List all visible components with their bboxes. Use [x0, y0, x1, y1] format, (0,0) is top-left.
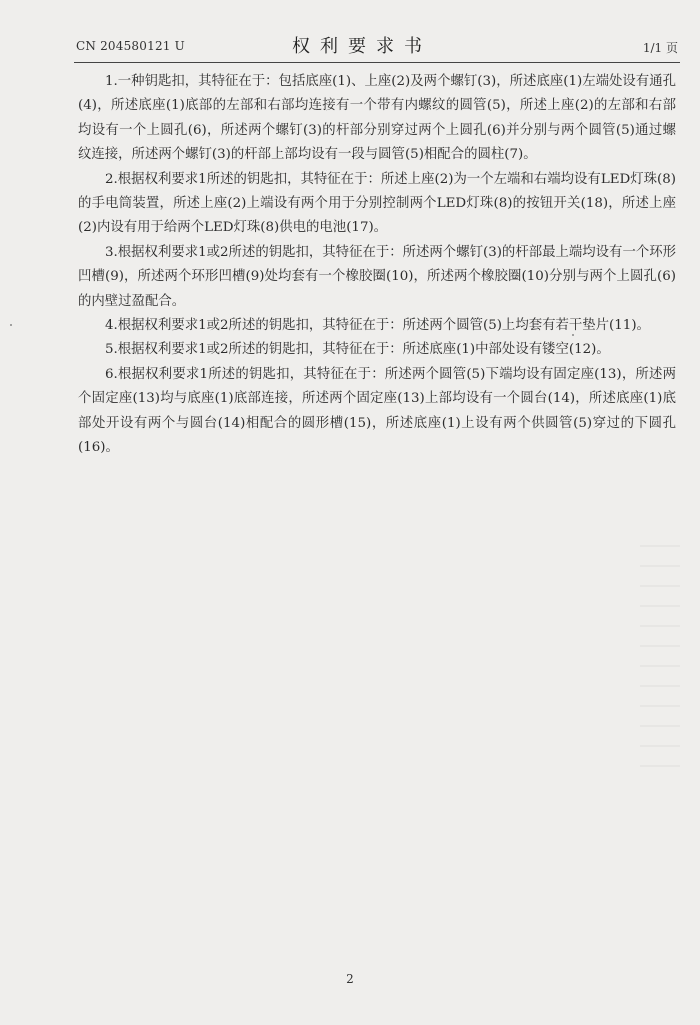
header-rule — [74, 62, 680, 63]
page-count: 1/1 页 — [642, 41, 678, 55]
show-through-texture — [640, 545, 680, 775]
claim-4: 4.根据权利要求1或2所述的钥匙扣，其特征在于：所述两个圆管(5)上均套有若干垫片(11)。 — [105, 318, 650, 334]
claim-1: 1.一种钥匙扣，其特征在于：包括底座(1)、上座(2)及两个螺钉(3)，所述底座(1)左端处设有通孔(4)，所述底座(1)底部的左部和右部均连接有一个带有内螺纹的圆管(5)，所述上座(2)的左部和右部均设有一个上圆孔(6)，所述两个螺钉(3)的杆部分别穿过两个上圆孔(6)并分别与两个圆管(5)通过螺纹连接，所述两个螺钉(3)的杆部上部均设有一段与圆管(5)相配合的圆柱(7)。 — [78, 74, 676, 163]
page-header — [76, 30, 678, 62]
claim-3: 3.根据权利要求1或2所述的钥匙扣，其特征在于：所述两个螺钉(3)的杆部最上端均设有一个环形凹槽(9)，所述两个环形凹槽(9)处均套有一个橡胶圈(10)，所述两个橡胶圈(10)分别与两个上圆孔(6)的内壁过盈配合。 — [78, 244, 677, 309]
page-number: 2 — [346, 972, 354, 986]
claim-5: 5.根据权利要求1或2所述的钥匙扣，其特征在于：所述底座(1)中部处设有镂空(12)。 — [105, 342, 610, 358]
scan-speck — [572, 334, 574, 336]
publication-number: CN 204580121 U — [76, 39, 185, 53]
scan-speck — [10, 324, 12, 326]
claims-body — [78, 70, 676, 461]
claim-2: 2.根据权利要求1所述的钥匙扣，其特征在于：所述上座(2)为一个左端和右端均设有LED灯珠(8)的手电筒装置，所述上座(2)上端设有两个用于分别控制两个LED灯珠(8)的按钮开关(18)，所述上座(2)内设有用于给两个LED灯珠(8)供电的电池(17)。 — [78, 171, 676, 236]
claim-6: 6.根据权利要求1所述的钥匙扣，其特征在于：所述两个圆管(5)下端均设有固定座(13)，所述两个固定座(13)均与底座(1)底部连接，所述两个固定座(13)上部均设有一个圆台(14)，所述底座(1)底部处开设有两个与圆台(14)相配合的圆形槽(15)，所述底座(1)上设有两个供圆管(5)穿过的下圆孔(16)。 — [78, 366, 676, 456]
document-title: 权利要求书 — [292, 36, 432, 57]
